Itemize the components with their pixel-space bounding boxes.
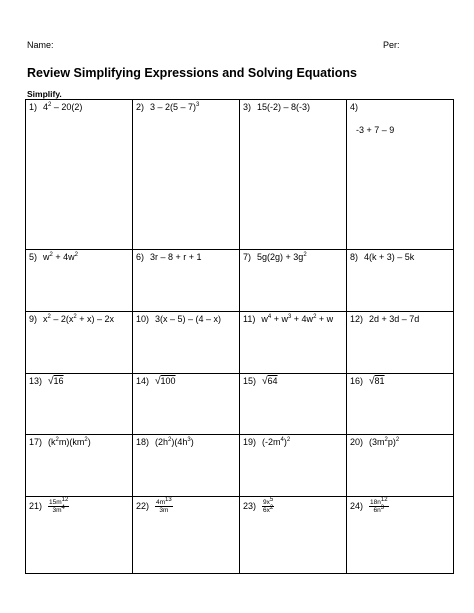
exponent: 2: [84, 437, 88, 444]
period-label: Per:: [383, 40, 400, 50]
problem-expression: [261, 314, 333, 325]
exponent: 2: [47, 313, 51, 320]
problem-number: 3): [243, 102, 252, 112]
problem-number: 21): [29, 500, 43, 511]
problem-cell: [26, 496, 133, 573]
exponent: 2: [168, 437, 172, 444]
expression-text: ): [87, 437, 91, 448]
exponent: 4: [267, 313, 272, 320]
problem-cell: [347, 435, 454, 497]
square-root-expression: [155, 376, 176, 387]
problem-cell: [133, 496, 240, 573]
expression-text: m)(km: [58, 437, 85, 448]
expression-text: (2h: [155, 437, 169, 448]
expression-text: + w: [271, 313, 288, 324]
problem-cell: [133, 250, 240, 312]
exponent: 3: [380, 504, 385, 511]
expression-text: p): [387, 437, 396, 448]
grid-row: [26, 250, 454, 312]
problem-number: 13): [29, 375, 43, 386]
problem-expression: 15(-2) – 8(-3): [257, 102, 311, 112]
grid-row: [26, 311, 454, 373]
problem-number: 4): [350, 102, 359, 112]
problem-number: 12): [350, 313, 364, 324]
denominator: [52, 504, 66, 514]
problem-number: 16): [350, 375, 364, 386]
problem-number: 22): [136, 500, 150, 511]
problem-number: 24): [350, 500, 364, 511]
numerator: [155, 496, 173, 507]
problem-cell: [347, 250, 454, 312]
problem-number: 15): [243, 375, 257, 386]
problem-number: 11): [243, 313, 256, 324]
denominator: [262, 504, 274, 514]
problem-cell: [133, 373, 240, 435]
problem-cell: [26, 435, 133, 497]
problem-expression: [43, 252, 78, 263]
problem-number: 23): [243, 500, 257, 511]
denominator: [373, 504, 386, 514]
problem-cell: [240, 496, 347, 573]
expression-text: – 20(2): [51, 102, 83, 112]
problem-cell: [240, 250, 347, 312]
problem-number: 8): [350, 252, 359, 263]
grid-row: [26, 373, 454, 435]
problem-number: 18): [136, 437, 150, 448]
radicand: 64: [267, 375, 278, 386]
expression-text: 15m: [49, 498, 62, 506]
expression-text: 9x: [263, 498, 270, 506]
exponent: 2: [395, 437, 400, 444]
expression-text: 3 – 2(5 – 7): [150, 102, 197, 112]
expression-text: 18n: [370, 498, 381, 506]
problem-expression: [155, 437, 194, 448]
problem-expression: [43, 102, 82, 113]
fraction: [48, 496, 69, 514]
exponent: 2: [269, 504, 274, 511]
problem-number: 9): [29, 313, 38, 324]
fraction: [262, 496, 274, 514]
problem-number: 17): [29, 437, 43, 448]
problem-expression: [257, 252, 307, 263]
problem-number: 1): [29, 102, 38, 112]
exponent: 4: [61, 504, 65, 511]
problem-number: 20): [350, 437, 364, 448]
exponent: 2: [48, 102, 52, 108]
expression-text: + 4w: [52, 252, 75, 263]
exponent: 5: [269, 496, 274, 503]
exponent: 2: [73, 313, 77, 320]
radicand: 100: [160, 375, 176, 386]
expression-text: – 2(x: [50, 313, 74, 324]
grid-row: [26, 496, 454, 573]
radicand: 81: [374, 375, 385, 386]
problem-expression: [150, 102, 199, 113]
radical-sign: √: [48, 375, 54, 387]
expression-text: 6x: [263, 506, 270, 514]
expression-text: 3m: [52, 506, 62, 514]
problem-expression: -3 + 7 – 9: [356, 125, 395, 135]
problem-number: 2): [136, 102, 145, 112]
problem-cell: [240, 435, 347, 497]
expression-text: x: [43, 313, 48, 324]
radicand: 16: [53, 375, 64, 386]
expression-text: ): [283, 437, 287, 448]
problem-expression: 2d + 3d – 7d: [369, 313, 420, 324]
exponent: 3: [187, 437, 191, 444]
problem-expression: [48, 437, 91, 448]
problem-number: 19): [243, 437, 257, 448]
exponent: 12: [380, 496, 388, 503]
exponent: 3: [196, 102, 200, 108]
problem-expression: 3r – 8 + r + 1: [150, 252, 202, 263]
grid-row: [26, 100, 454, 250]
exponent: 2: [286, 437, 291, 444]
problem-number: 10): [136, 313, 150, 324]
expression-text: 5g(2g) + 3g: [257, 252, 304, 263]
numerator: [369, 496, 389, 507]
problem-cell: [133, 311, 240, 373]
expression-text: )(4h: [171, 437, 188, 448]
problem-cell: [347, 100, 454, 250]
expression-text: w: [261, 313, 268, 324]
expression-text: 3m: [159, 506, 169, 514]
exponent: 2: [303, 252, 307, 259]
problem-expression: [369, 437, 399, 448]
exponent: 2: [55, 437, 59, 444]
grid-row: [26, 435, 454, 497]
problem-cell: [347, 373, 454, 435]
square-root-expression: [262, 376, 278, 387]
problem-number: 7): [243, 252, 252, 263]
problem-cell: [26, 311, 133, 373]
problem-cell: [347, 496, 454, 573]
problem-cell: [26, 250, 133, 312]
expression-text: ): [190, 437, 194, 448]
expression-text: 6n: [373, 506, 381, 514]
exponent: 2: [384, 437, 388, 444]
exponent: 13: [165, 496, 172, 503]
expression-text: 4m: [156, 498, 166, 506]
section-heading: Simplify.: [27, 89, 62, 99]
worksheet-title: Review Simplifying Expressions and Solving Equations: [27, 66, 357, 80]
problem-expression: [43, 314, 114, 325]
expression-text: + 4w: [291, 313, 314, 324]
fraction: [369, 496, 389, 514]
fraction: [155, 496, 173, 514]
problem-cell: [133, 435, 240, 497]
problem-grid: [25, 99, 454, 574]
expression-text: 4: [43, 102, 49, 112]
exponent: 2: [313, 313, 317, 320]
expression-text: (3m: [369, 437, 385, 448]
square-root-expression: [369, 376, 385, 387]
problem-cell: [240, 311, 347, 373]
radical-sign: √: [369, 375, 375, 387]
problem-number: 6): [136, 252, 145, 263]
problem-cell: [26, 373, 133, 435]
denominator: [158, 507, 169, 514]
exponent: 12: [61, 496, 69, 503]
problem-number: 5): [29, 252, 38, 263]
problem-expression: 4(k + 3) – 5k: [364, 252, 415, 263]
exponent: 4: [280, 437, 284, 444]
problem-cell: [240, 100, 347, 250]
problem-cell: [240, 373, 347, 435]
expression-text: + w: [316, 313, 334, 324]
problem-cell: [26, 100, 133, 250]
expression-text: (-2m: [262, 437, 281, 448]
problem-expression: 3(x – 5) – (4 – x): [155, 313, 222, 324]
exponent: 2: [49, 252, 53, 259]
expression-text: (k: [48, 437, 56, 448]
exponent: 2: [74, 252, 78, 259]
expression-text: w: [43, 252, 50, 263]
problem-cell: [133, 100, 240, 250]
radical-sign: √: [262, 375, 268, 387]
problem-expression: [262, 437, 290, 448]
numerator: [48, 496, 69, 507]
name-label: Name:: [27, 40, 54, 50]
problem-number: 14): [136, 375, 150, 386]
radical-sign: √: [155, 375, 161, 387]
exponent: 3: [287, 313, 292, 320]
expression-text: + x) – 2x: [76, 313, 114, 324]
problem-cell: [347, 311, 454, 373]
square-root-expression: [48, 376, 64, 387]
